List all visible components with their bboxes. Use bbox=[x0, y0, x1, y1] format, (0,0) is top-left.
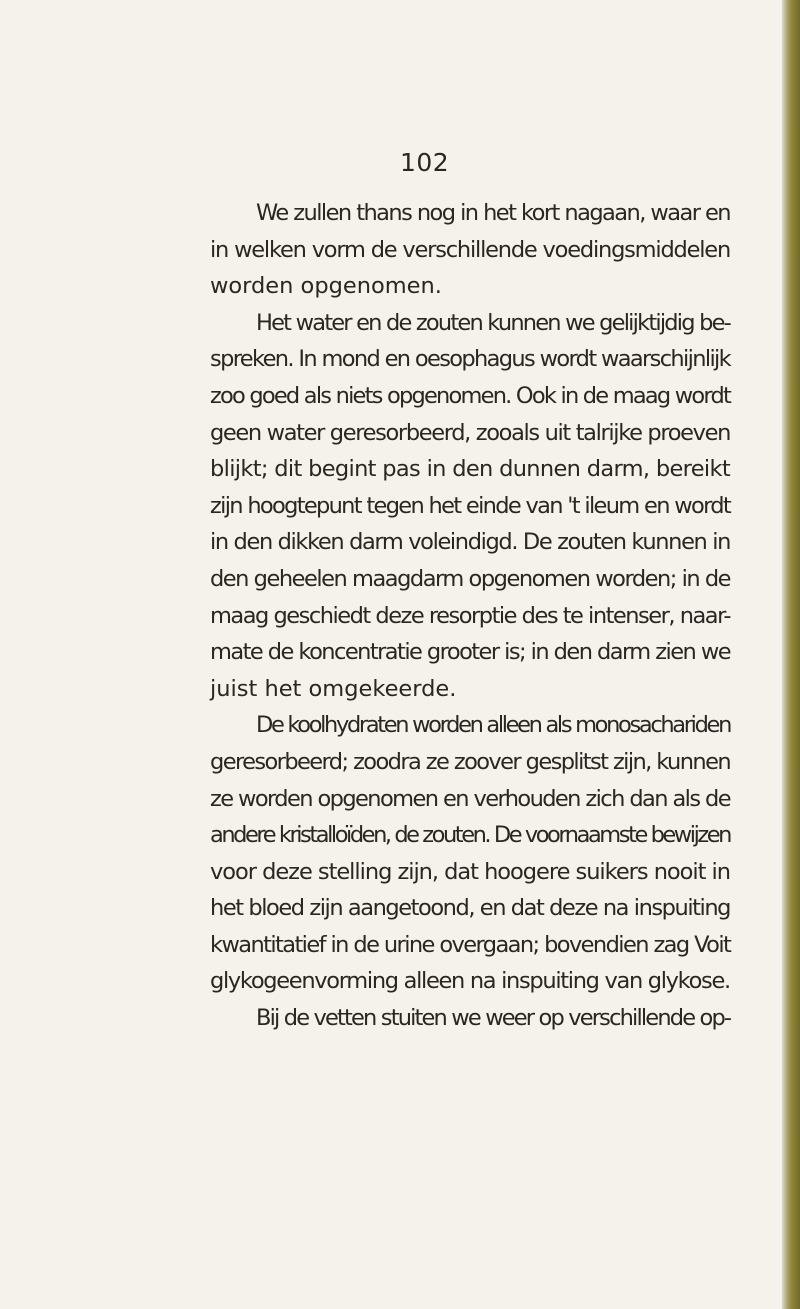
text-line: andere kristalloïden, de zouten. De voornaamste bewijzen bbox=[210, 822, 730, 849]
text-line: spreken. In mond en oesophagus wordt waarschijnlijk bbox=[210, 346, 731, 373]
text-line: mate de koncentratie grooter is; in den darm zien we bbox=[210, 639, 730, 666]
text-line: We zullen thans nog in het kort nagaan, waar en bbox=[256, 200, 730, 226]
text-line: voor deze stelling zijn, dat hoogere suikers nooit in bbox=[210, 858, 730, 885]
text-line: zijn hoogtepunt tegen het einde van 't ileum en wordt bbox=[210, 492, 730, 519]
text-line: in welken vorm de verschillende voedingsmiddelen bbox=[210, 236, 730, 263]
text-line: worden opgenomen. bbox=[210, 273, 442, 300]
text-line: zoo goed als niets opgenomen. Ook in de maag wordt bbox=[210, 382, 730, 409]
text-line: ze worden opgenomen en verhouden zich dan als de bbox=[210, 785, 730, 812]
text-line: den geheelen maagdarm opgenomen worden; in de bbox=[210, 565, 731, 592]
text-line: geen water geresorbeerd, zooals uit talrijke proeven bbox=[210, 419, 730, 446]
text-line: De koolhydraten worden alleen als monosachariden bbox=[256, 712, 730, 739]
page-number: 102 bbox=[400, 148, 450, 177]
text-line: juist het omgekeerde. bbox=[210, 675, 457, 702]
body-text bbox=[210, 195, 730, 1037]
text-line: blijkt; dit begint pas in den dunnen darm, bereikt bbox=[210, 456, 730, 483]
text-line: het bloed zijn aangetoond, en dat deze na inspuiting bbox=[210, 895, 730, 922]
text-line: maag geschiedt deze resorptie des te intenser, naar- bbox=[210, 602, 731, 629]
text-line: glykogeenvorming alleen na inspuiting van glykose. bbox=[210, 968, 730, 995]
text-line: Bij de vetten stuiten we weer op verschillende op- bbox=[256, 1005, 731, 1032]
text-line: kwantitatief in de urine overgaan; bovendien zag Voit bbox=[210, 931, 731, 958]
text-line: Het water en de zouten kunnen we gelijktijdig be- bbox=[256, 309, 730, 336]
text-line: geresorbeerd; zoodra ze zoover gesplitst zijn, kunnen bbox=[210, 748, 730, 775]
text-line: in den dikken darm voleindigd. De zouten kunnen in bbox=[210, 529, 730, 556]
book-page-edge bbox=[782, 0, 800, 1309]
